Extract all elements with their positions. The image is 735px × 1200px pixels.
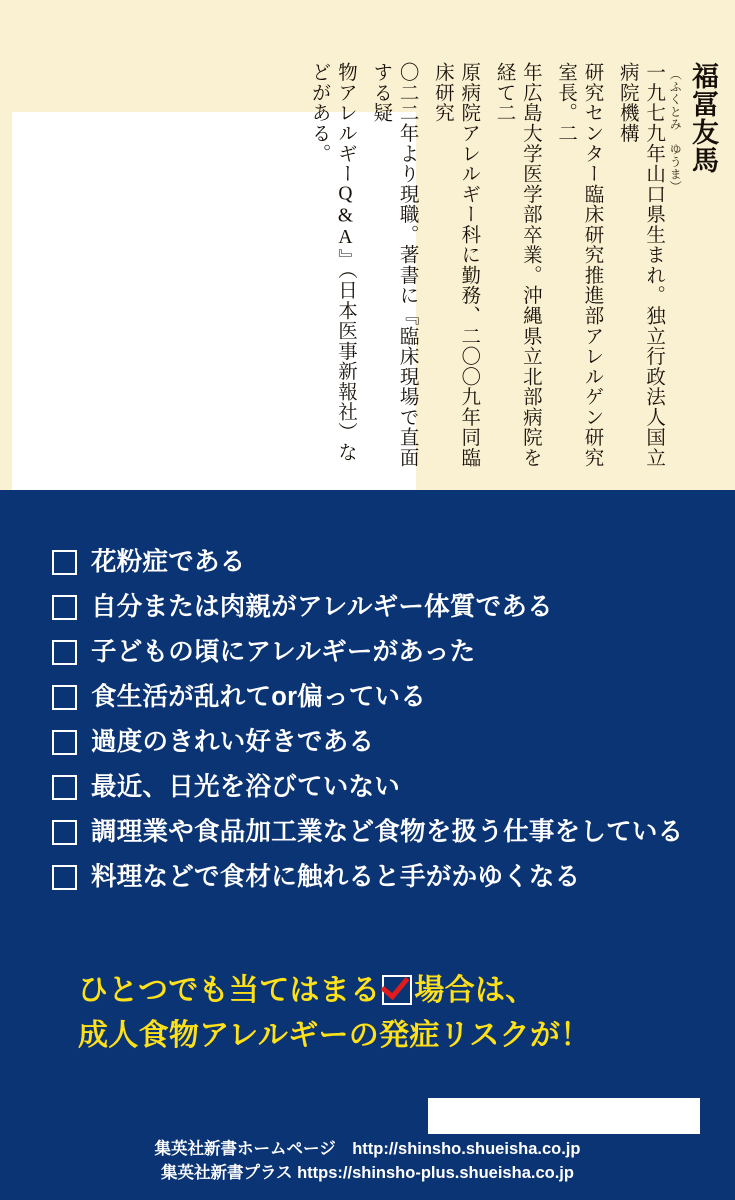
author-profile-area [0,0,735,490]
tagline-line-2: 成人食物アレルギーの発症リスクが！ [78,1019,591,1052]
tagline-line-1 [78,968,718,1013]
checkbox-icon[interactable] [52,820,77,845]
list-item[interactable] [52,818,702,846]
publisher-urls [0,1138,735,1186]
author-bio-line-1: 一九七九年山口県生まれ。独立行政法人国立病院機構 [616,62,665,468]
checkbox-icon[interactable] [52,775,77,800]
list-item-label: 最近、日光を浴びていない [91,773,401,802]
publisher-url-line-2[interactable]: 集英社新書プラス https://shinsho-plus.shueisha.co.jp [161,1163,574,1182]
author-bio-line-4: 原病院アレルギー科に勤務、二〇〇九年同臨床研究 [431,62,480,468]
list-item[interactable] [52,728,702,756]
tagline-line-1-before: ひとつでも当てはまる [78,974,381,1007]
list-item[interactable] [52,773,702,801]
publisher-url-line-1[interactable]: 集英社新書ホームページ http://shinsho.shueisha.co.jp [154,1140,581,1158]
list-item[interactable] [52,683,702,711]
tagline-line-1-after: 場合は、 [414,974,536,1007]
author-bio-line-6: 物アレルギーQ&A』（日本医事新報社）などがある。 [308,62,356,463]
author-name-kana: （ふくとみ ゆうま） [668,68,683,193]
author-block [296,62,719,490]
checkbox-icon[interactable] [52,550,77,575]
author-name: 福冨友馬 [688,62,718,175]
list-item-label: 料理などで食材に触れると手がかゆくなる [91,863,581,892]
author-bio-line-5: 〇二二年より現職。著書に『臨床現場で直面する疑 [370,62,418,468]
author-bio-line-3: 年広島大学医学部卒業。沖縄県立北部病院を経て二 [493,62,541,468]
list-item-label: 調理業や食品加工業など食物を扱う仕事をしている [91,818,684,847]
list-item-label: 花粉症である [91,548,246,576]
list-item[interactable] [52,548,702,576]
list-item[interactable] [52,863,702,891]
checkbox-icon[interactable] [52,640,77,665]
list-item[interactable] [52,593,702,621]
list-item-label: 子どもの頃にアレルギーがあった [91,638,476,667]
checkbox-icon[interactable] [52,685,77,710]
checkmark-icon [382,975,412,1005]
list-item-label: 過度のきれい好きである [91,728,375,757]
list-item-label: 食生活が乱れてor偏っている [91,683,427,712]
checklist [52,548,702,908]
list-item-label: 自分または肉親がアレルギー体質である [91,593,553,622]
barcode-placeholder [428,1098,700,1134]
checkbox-icon[interactable] [52,865,77,890]
checkbox-icon[interactable] [52,730,77,755]
checkbox-icon[interactable] [52,595,77,620]
author-bio-line-2: 研究センター臨床研究推進部アレルゲン研究室長。二 [555,62,603,468]
list-item[interactable] [52,638,702,666]
checklist-area [0,490,735,1200]
tagline [78,968,718,1058]
